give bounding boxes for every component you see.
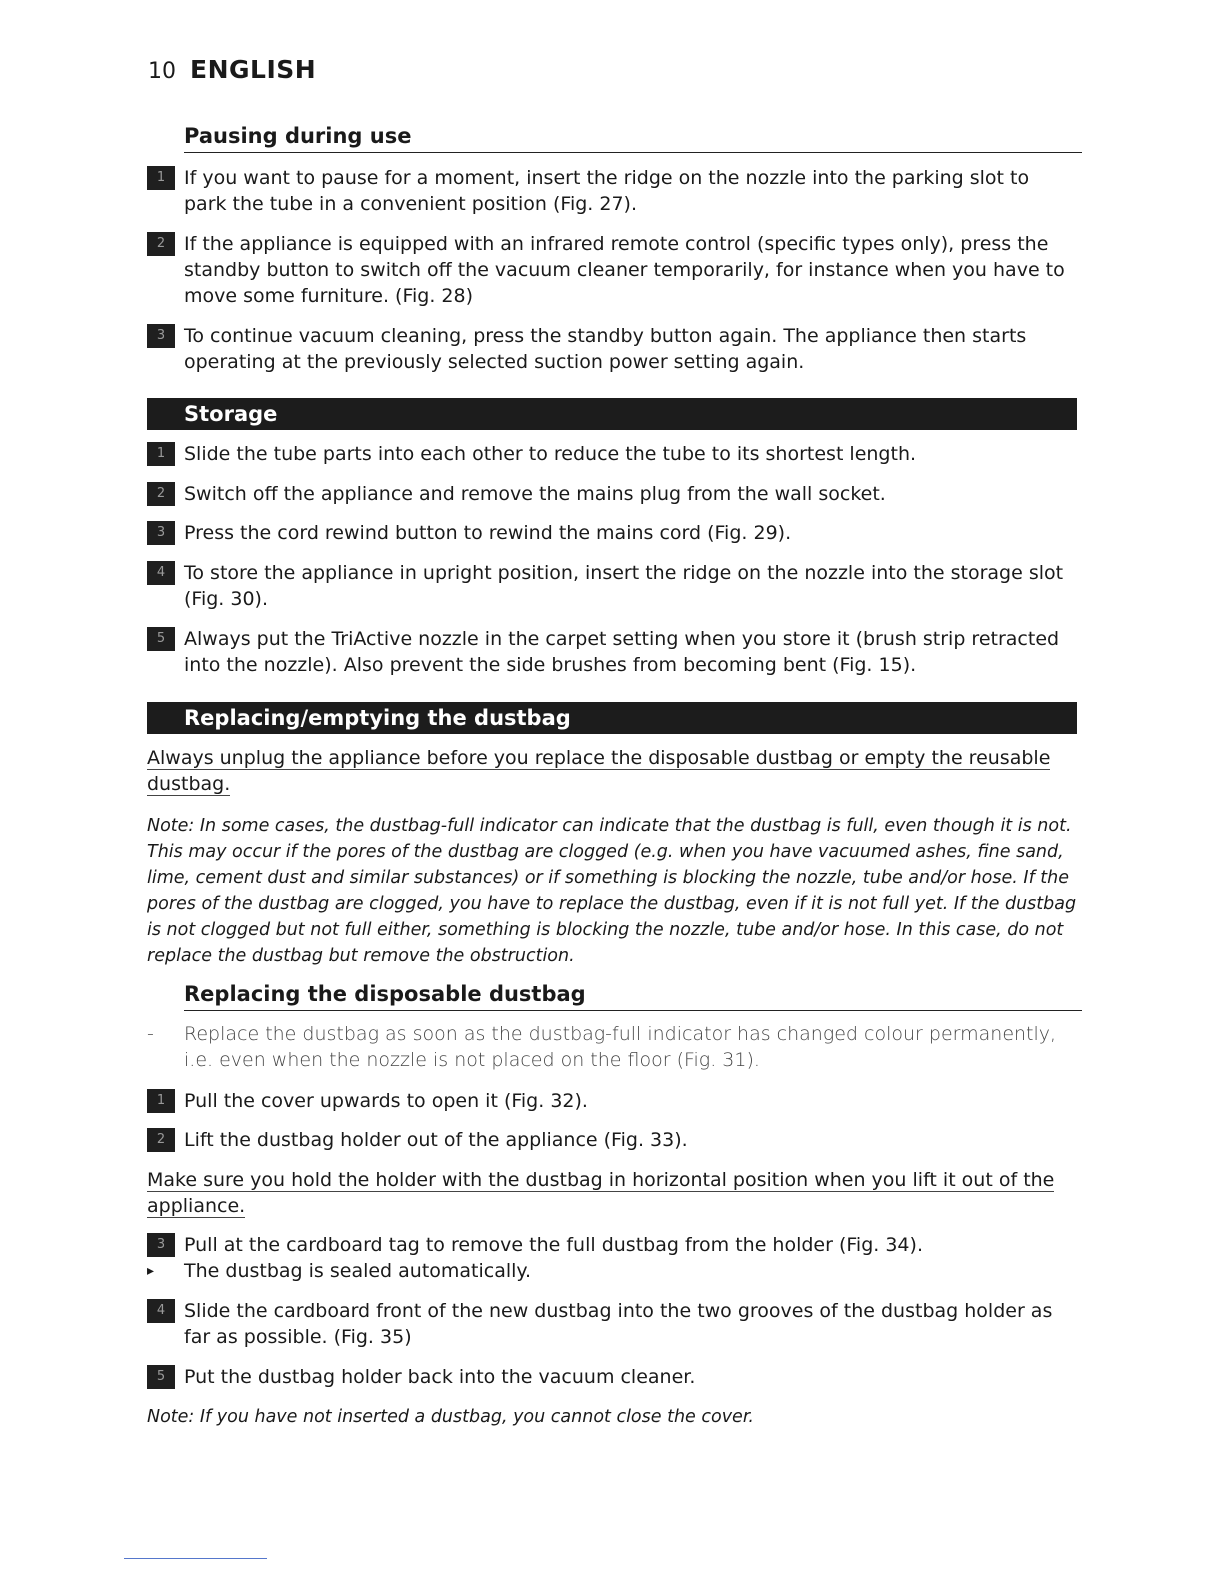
step-text: Press the cord rewind button to rewind the mains cord (Fig. 29). xyxy=(184,522,792,544)
replacing-section-bar xyxy=(147,702,1077,734)
step-number-badge: 2 xyxy=(147,482,175,506)
result-arrow-icon: ▸ xyxy=(147,1263,155,1279)
step-number-badge: 4 xyxy=(147,1299,175,1323)
step-result xyxy=(147,1258,1077,1284)
storage-step-4 xyxy=(147,560,1077,612)
step-text: To continue vacuum cleaning, press the standby button again. The appliance then starts operating at the previously selected suction power setting again. xyxy=(184,325,1027,373)
horizontal-warning xyxy=(147,1167,1082,1219)
disposable-step-4 xyxy=(147,1298,1077,1350)
step-number-badge: 2 xyxy=(147,232,175,256)
disposable-step-2 xyxy=(147,1127,1077,1153)
unplug-warning xyxy=(147,745,1082,797)
step-text: Slide the tube parts into each other to reduce the tube to its shortest length. xyxy=(184,443,917,465)
step-text: Put the dustbag holder back into the vacuum cleaner. xyxy=(184,1366,696,1388)
pausing-step-2 xyxy=(147,231,1077,309)
step-number-badge: 5 xyxy=(147,627,175,651)
step-number-badge: 3 xyxy=(147,1233,175,1257)
dustbag-full-note: Note: In some cases, the dustbag-full indicator can indicate that the dustbag is full, even though it is not. This may occur if the pores of the dustbag are clogged (e.g. when you have vacuumed ashes, fine sand, lime, cement dust and similar substances) or if something is blocking the nozzle, tube and/or hose. If the pores of the dustbag are clogged, you have to replace the dustbag, even if it is not full yet. If the dustbag is not clogged but not full either, something is blocking the nozzle, tube and/or hose. In this case, do not replace the dustbag but remove the obstruction. xyxy=(147,816,1077,966)
step-number-badge: 2 xyxy=(147,1128,175,1152)
storage-title: Storage xyxy=(184,402,278,426)
disposable-step-5 xyxy=(147,1364,1077,1390)
page-number: 10 xyxy=(148,59,176,84)
step-number-badge: 1 xyxy=(147,442,175,466)
step-text: Always put the TriActive nozzle in the carpet setting when you store it (brush strip retracted into the nozzle). Also prevent the side brushes from becoming bent (Fig. 15). xyxy=(184,628,1060,676)
result-text: The dustbag is sealed automatically. xyxy=(184,1260,532,1282)
step-text: If the appliance is equipped with an infrared remote control (specific types only), press the standby button to switch off the vacuum cleaner temporarily, for instance when you have to move some furniture. (Fig. 28) xyxy=(184,233,1065,307)
footer-rule xyxy=(124,1558,267,1559)
storage-step-3 xyxy=(147,520,1077,546)
step-number-badge: 1 xyxy=(147,1089,175,1113)
step-text: Switch off the appliance and remove the mains plug from the wall socket. xyxy=(184,483,886,505)
warning-text: Always unplug the appliance before you replace the disposable dustbag or empty the reusable dustbag. xyxy=(147,747,1051,795)
dash-list-item xyxy=(147,1021,1077,1073)
pausing-heading xyxy=(184,124,1082,153)
pausing-title: Pausing during use xyxy=(184,124,412,148)
step-text: If you want to pause for a moment, insert the ridge on the nozzle into the parking slot to park the tube in a convenient position (Fig. 27). xyxy=(184,167,1030,215)
step-text: Pull at the cardboard tag to remove the full dustbag from the holder (Fig. 34). xyxy=(184,1234,923,1256)
replacing-title: Replacing/emptying the dustbag xyxy=(184,706,571,730)
disposable-step-1 xyxy=(147,1088,1077,1114)
disposable-title: Replacing the disposable dustbag xyxy=(184,982,586,1006)
cover-note: Note: If you have not inserted a dustbag, you cannot close the cover. xyxy=(147,1407,754,1427)
pausing-step-3 xyxy=(147,323,1077,375)
step-text: Slide the cardboard front of the new dustbag into the two grooves of the dustbag holder as far as possible. (Fig. 35) xyxy=(184,1300,1053,1348)
storage-step-2 xyxy=(147,481,1077,507)
step-number-badge: 4 xyxy=(147,561,175,585)
step-number-badge: 1 xyxy=(147,166,175,190)
step-text: Lift the dustbag holder out of the appliance (Fig. 33). xyxy=(184,1129,688,1151)
storage-step-5 xyxy=(147,626,1077,678)
language-heading: ENGLISH xyxy=(190,55,317,84)
storage-section-bar xyxy=(147,398,1077,430)
step-number-badge: 5 xyxy=(147,1365,175,1389)
dash-bullet: - xyxy=(147,1023,154,1045)
storage-step-1 xyxy=(147,441,1077,467)
step-number-badge: 3 xyxy=(147,324,175,348)
disposable-heading xyxy=(184,982,1082,1011)
page-header xyxy=(148,55,316,89)
step-text: Pull the cover upwards to open it (Fig. 32). xyxy=(184,1090,588,1112)
pausing-step-1 xyxy=(147,165,1077,217)
warning-text: Make sure you hold the holder with the dustbag in horizontal position when you lift it out of the appliance. xyxy=(147,1169,1055,1217)
step-text: To store the appliance in upright position, insert the ridge on the nozzle into the storage slot (Fig. 30). xyxy=(184,562,1064,610)
disposable-step-3 xyxy=(147,1232,1077,1258)
step-number-badge: 3 xyxy=(147,521,175,545)
dash-text: Replace the dustbag as soon as the dustbag-full indicator has changed colour permanently, i.e. even when the nozzle is not placed on the floor (Fig. 31). xyxy=(184,1023,1057,1071)
